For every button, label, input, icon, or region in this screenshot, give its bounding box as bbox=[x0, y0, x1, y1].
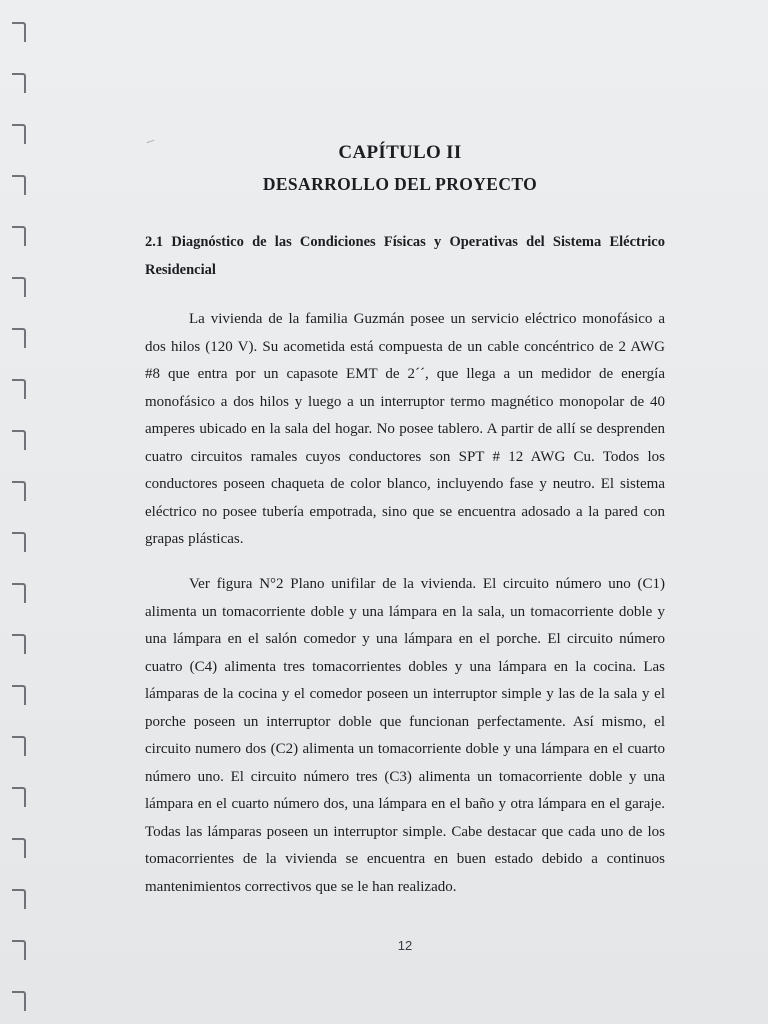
section-heading: 2.1 Diagnóstico de las Condiciones Físicas y Operativas del Sistema Eléctrico Residencial bbox=[145, 234, 665, 278]
binding-hole-mark bbox=[12, 787, 26, 807]
binding-hole-mark bbox=[12, 124, 26, 144]
binding-hole-mark bbox=[12, 838, 26, 858]
body-paragraph: Ver figura N°2 Plano unifilar de la vivienda. El circuito número uno (C1) alimenta un tomacorriente doble y una lámpara en la sala, un tomacorriente doble y una lámpara en el salón comedor y una lámpara en el porche. El circuito número cuatro (C4) alimenta tres tomacorrientes dobles y una lámpara en la cocina. Las lámparas de la cocina y el comedor poseen un interruptor simple y las de la sala y el porche poseen un interruptor doble que funcionan perfectamente. Así mismo, el circuito numero dos (C2) alimenta un tomacorriente doble y una lámpara en el cuarto número uno. El circuito número tres (C3) alimenta un tomacorriente doble y una lámpara en el cuarto número dos, una lámpara en el baño y otra lámpara en el garaje. Todas las lámparas poseen un interruptor simple. Cabe destacar que cada uno de los tomacorrientes de la vivienda se encuentra en buen estado debido a continuos mantenimientos correctivos que se le han realizado. bbox=[145, 576, 665, 895]
binding-hole-mark bbox=[12, 430, 26, 450]
chapter-title: CAPÍTULO II bbox=[338, 142, 462, 163]
binding-hole-mark bbox=[12, 226, 26, 246]
binding-hole-mark bbox=[12, 277, 26, 297]
binding-hole-mark bbox=[12, 532, 26, 552]
binding-hole-mark bbox=[12, 583, 26, 603]
binding-hole-mark bbox=[12, 22, 26, 42]
body-paragraph: La vivienda de la familia Guzmán posee un servicio eléctrico monofásico a dos hilos (120 V). Su acometida está compuesta de un cable concéntrico de 2 AWG #8 que entra por un capasote EMT de 2´´, que llega a un medidor de energía monofásico a dos hilos y luego a un interruptor termo magnético monopolar de 40 amperes ubicado en la sala del hogar. No posee tablero. A partir de allí se desprenden cuatro circuitos ramales cuyos conductores son SPT # 12 AWG Cu. Todos los conductores poseen chaqueta de color blanco, incluyendo fase y neutro. El sistema eléctrico no posee tubería empotrada, sino que se encuentra adosado a la pared con grapas plásticas. bbox=[145, 311, 665, 547]
binding-hole-mark bbox=[12, 940, 26, 960]
binding-hole-mark bbox=[12, 481, 26, 501]
chapter-subtitle: DESARROLLO DEL PROYECTO bbox=[262, 174, 538, 194]
binding-hole-mark bbox=[12, 634, 26, 654]
binding-hole-mark bbox=[12, 685, 26, 705]
binding-hole-mark bbox=[12, 736, 26, 756]
binding-hole-mark bbox=[12, 379, 26, 399]
binding-hole-mark bbox=[12, 73, 26, 93]
binding-hole-mark bbox=[12, 889, 26, 909]
binding-hole-mark bbox=[12, 991, 26, 1011]
binding-hole-mark bbox=[12, 328, 26, 348]
page-number: 12 bbox=[397, 938, 413, 953]
